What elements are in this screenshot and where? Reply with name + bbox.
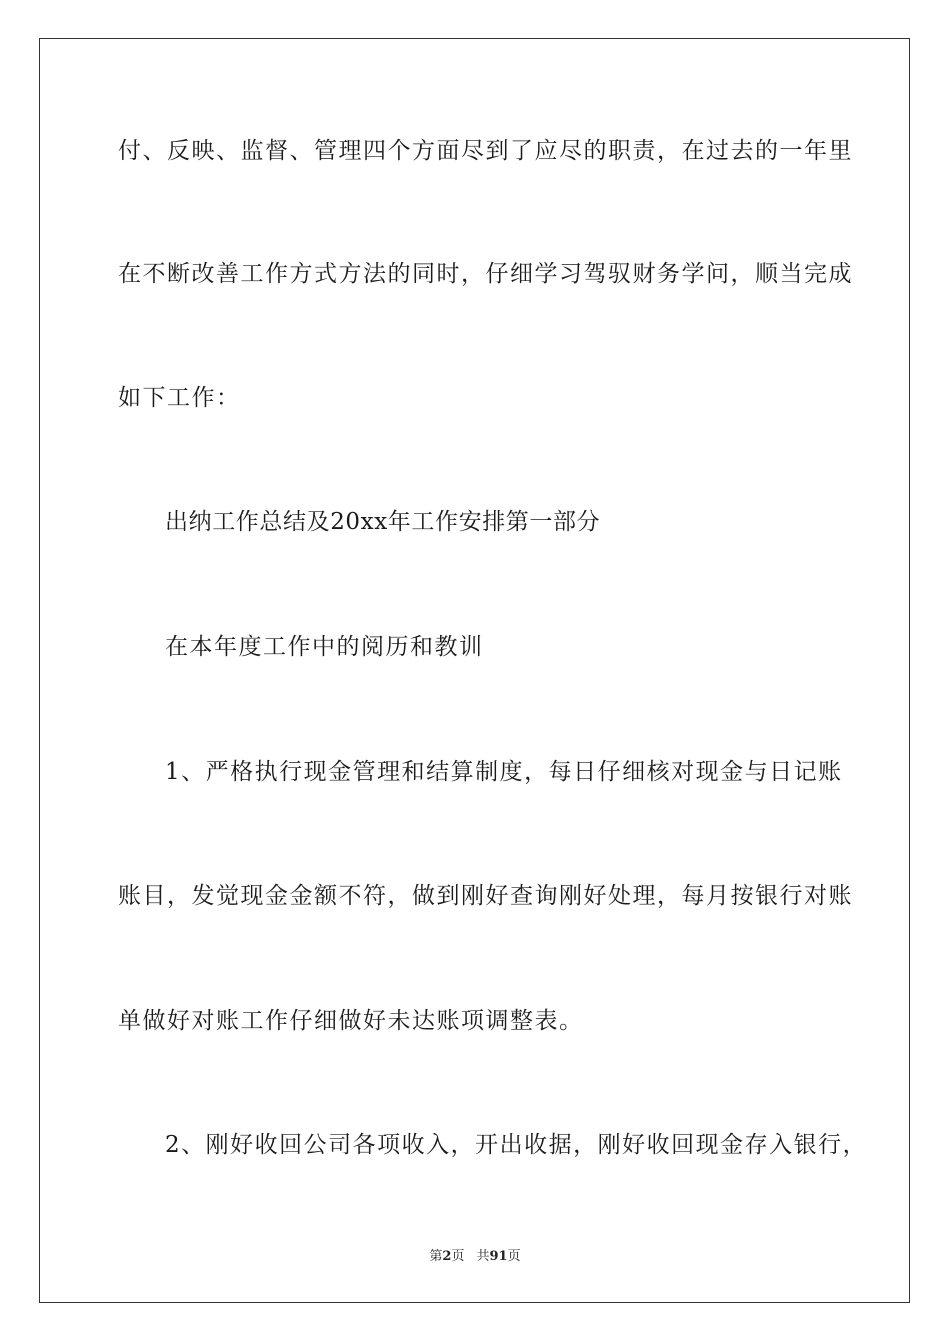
page-border [39, 38, 910, 1303]
body-line-item1-a: 1、严格执行现金管理和结算制度，每日仔细核对现金与日记账 [165, 759, 843, 785]
body-line-item2-a: 2、刚好收回公司各项收入，开出收据，刚好收回现金存入银行， [165, 1132, 868, 1158]
page-footer [0, 1248, 950, 1266]
body-line-1: 付、反映、监督、管理四个方面尽到了应尽的职责，在过去的一年里 [118, 138, 853, 164]
footer-page-suffix: 页 [451, 1249, 465, 1264]
body-line-item1-b: 账目，发觉现金金额不符，做到刚好查询刚好处理，每月按银行对账 [118, 883, 853, 909]
subsection-heading: 在本年度工作中的阅历和教训 [165, 634, 484, 660]
body-line-2: 在不断改善工作方式方法的同时，仔细学习驾驭财务学问，顺当完成 [118, 261, 853, 287]
footer-total-suffix: 页 [507, 1249, 521, 1264]
section-heading: 出纳工作总结及20xx年工作安排第一部分 [165, 509, 601, 535]
body-line-3: 如下工作： [118, 385, 241, 411]
footer-total-pages: 91 [489, 1249, 508, 1264]
footer-page-prefix: 第 [429, 1249, 443, 1264]
body-line-item1-c: 单做好对账工作仔细做好未达账项调整表。 [118, 1008, 584, 1034]
footer-page-number: 2 [442, 1249, 452, 1264]
footer-total-prefix: 共 [476, 1249, 490, 1264]
